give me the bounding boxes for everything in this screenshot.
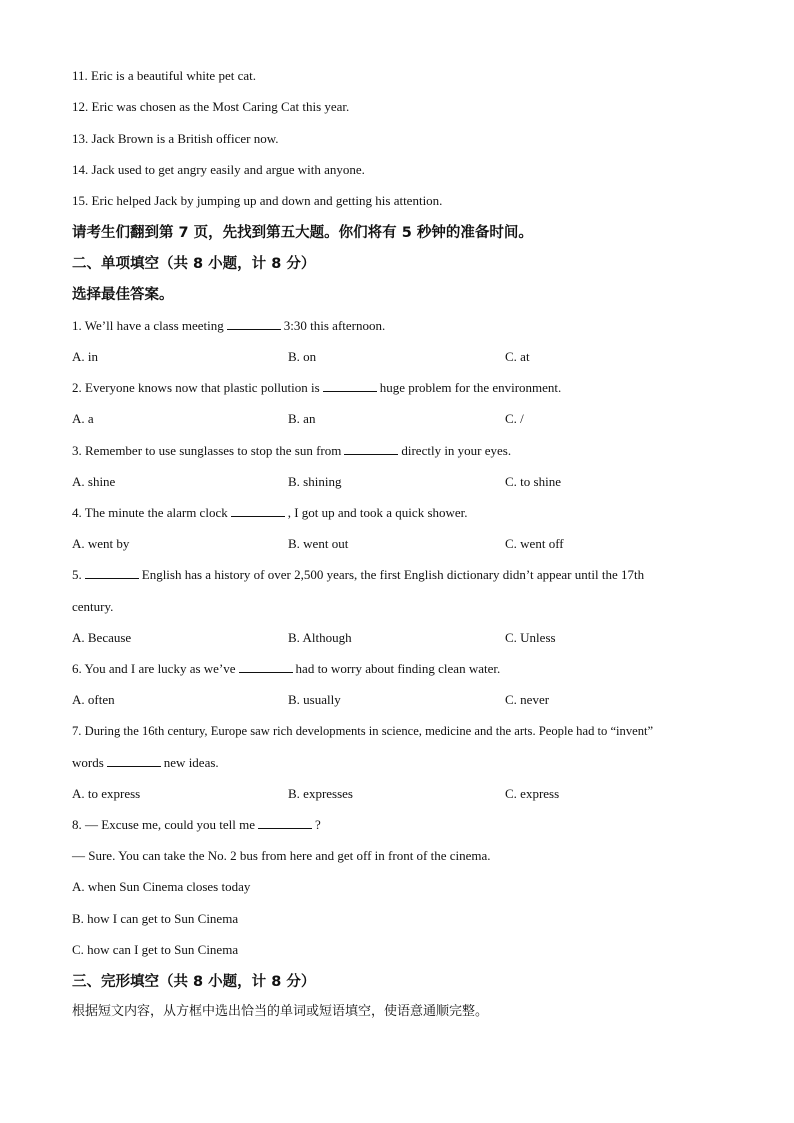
answer-blank [323,380,377,392]
answer-blank [85,567,139,579]
section3-instruction: 根据短文内容，从方框中选出恰当的单词或短语填空，使语意通顺完整。 [72,1004,489,1019]
question-stem-text: 2. Everyone knows now that plastic pollution is [72,380,320,395]
question-1-stem [72,318,385,334]
option-a: A. shine [72,474,116,489]
turn-page-instruction: 请考生们翻到第 7 页，先找到第五大题。你们将有 5 秒钟的准备时间。 [72,225,533,241]
question-stem-text: English has a history of over 2,500 years, the first English dictionary didn’t appear until the 17th [141,567,645,582]
option-b: B. shining [288,474,342,489]
question-stem-text: 6. You and I are lucky as we’ve [72,661,236,676]
section3-heading: 三、完形填空（共 8 小题，计 8 分） [72,974,316,990]
answer-blank [344,443,398,455]
question-2-stem [72,380,561,396]
option-a: A. in [72,349,98,364]
question-stem-text: 5. [72,567,82,582]
question-stem-text: 1. We’ll have a class meeting [72,318,224,333]
question-stem-text: 8. — Excuse me, could you tell me [72,817,256,832]
question-7-stem-continued [72,755,219,771]
section2-heading: 二、单项填空（共 8 小题，计 8 分） [72,256,316,272]
option-c: C. went off [505,536,564,551]
option-b: B. on [288,349,317,364]
question-8-stem [72,817,321,833]
option-c: C. never [505,692,550,707]
answer-blank [227,318,281,330]
option-a: A. went by [72,536,130,551]
section2-instruction: 选择最佳答案。 [72,287,174,303]
question-7-stem: 7. During the 16th century, Europe saw rich developments in science, medicine and the arts. People had to “invent” [72,724,654,738]
question-stem-text: 3. Remember to use sunglasses to stop the sun from [72,443,342,458]
answer-blank [258,817,312,829]
option-c: C. express [505,786,560,801]
option-c: C. / [505,411,524,426]
question-8-response: — Sure. You can take the No. 2 bus from here and get off in front of the cinema. [72,848,491,863]
option-a: A. to express [72,786,141,801]
question-stem-text: , I got up and took a quick shower. [287,505,468,520]
option-a: A. often [72,692,115,707]
option-a: A. a [72,411,94,426]
option-b: B. how I can get to Sun Cinema [72,911,239,926]
option-b: B. expresses [288,786,353,801]
statement-15: 15. Eric helped Jack by jumping up and down and getting his attention. [72,193,443,208]
question-3-stem [72,443,511,459]
statement-11: 11. Eric is a beautiful white pet cat. [72,68,256,83]
question-stem-text: ? [315,817,321,832]
question-5-stem [72,567,644,583]
statement-14: 14. Jack used to get angry easily and argue with anyone. [72,162,365,177]
question-stem-text: huge problem for the environment. [379,380,562,395]
option-c: C. Unless [505,630,556,645]
statement-12: 12. Eric was chosen as the Most Caring Cat this year. [72,99,350,114]
option-b: B. Although [288,630,352,645]
question-stem-text: words [72,755,104,770]
question-stem-text: had to worry about finding clean water. [295,661,501,676]
option-c: C. to shine [505,474,561,489]
question-6-stem [72,661,500,677]
option-a: A. Because [72,630,132,645]
option-b: B. an [288,411,316,426]
question-stem-text: new ideas. [163,755,219,770]
answer-blank [107,755,161,767]
question-4-stem [72,505,468,521]
question-stem-text: 4. The minute the alarm clock [72,505,228,520]
question-stem-text: 3:30 this afternoon. [283,318,386,333]
answer-blank [231,505,285,517]
statement-13: 13. Jack Brown is a British officer now. [72,131,279,146]
option-c: C. at [505,349,530,364]
answer-blank [239,661,293,673]
question-5-stem-continued: century. [72,599,114,614]
option-c: C. how can I get to Sun Cinema [72,942,239,957]
option-a: A. when Sun Cinema closes today [72,879,251,894]
question-stem-text: directly in your eyes. [401,443,512,458]
option-b: B. went out [288,536,349,551]
option-b: B. usually [288,692,341,707]
